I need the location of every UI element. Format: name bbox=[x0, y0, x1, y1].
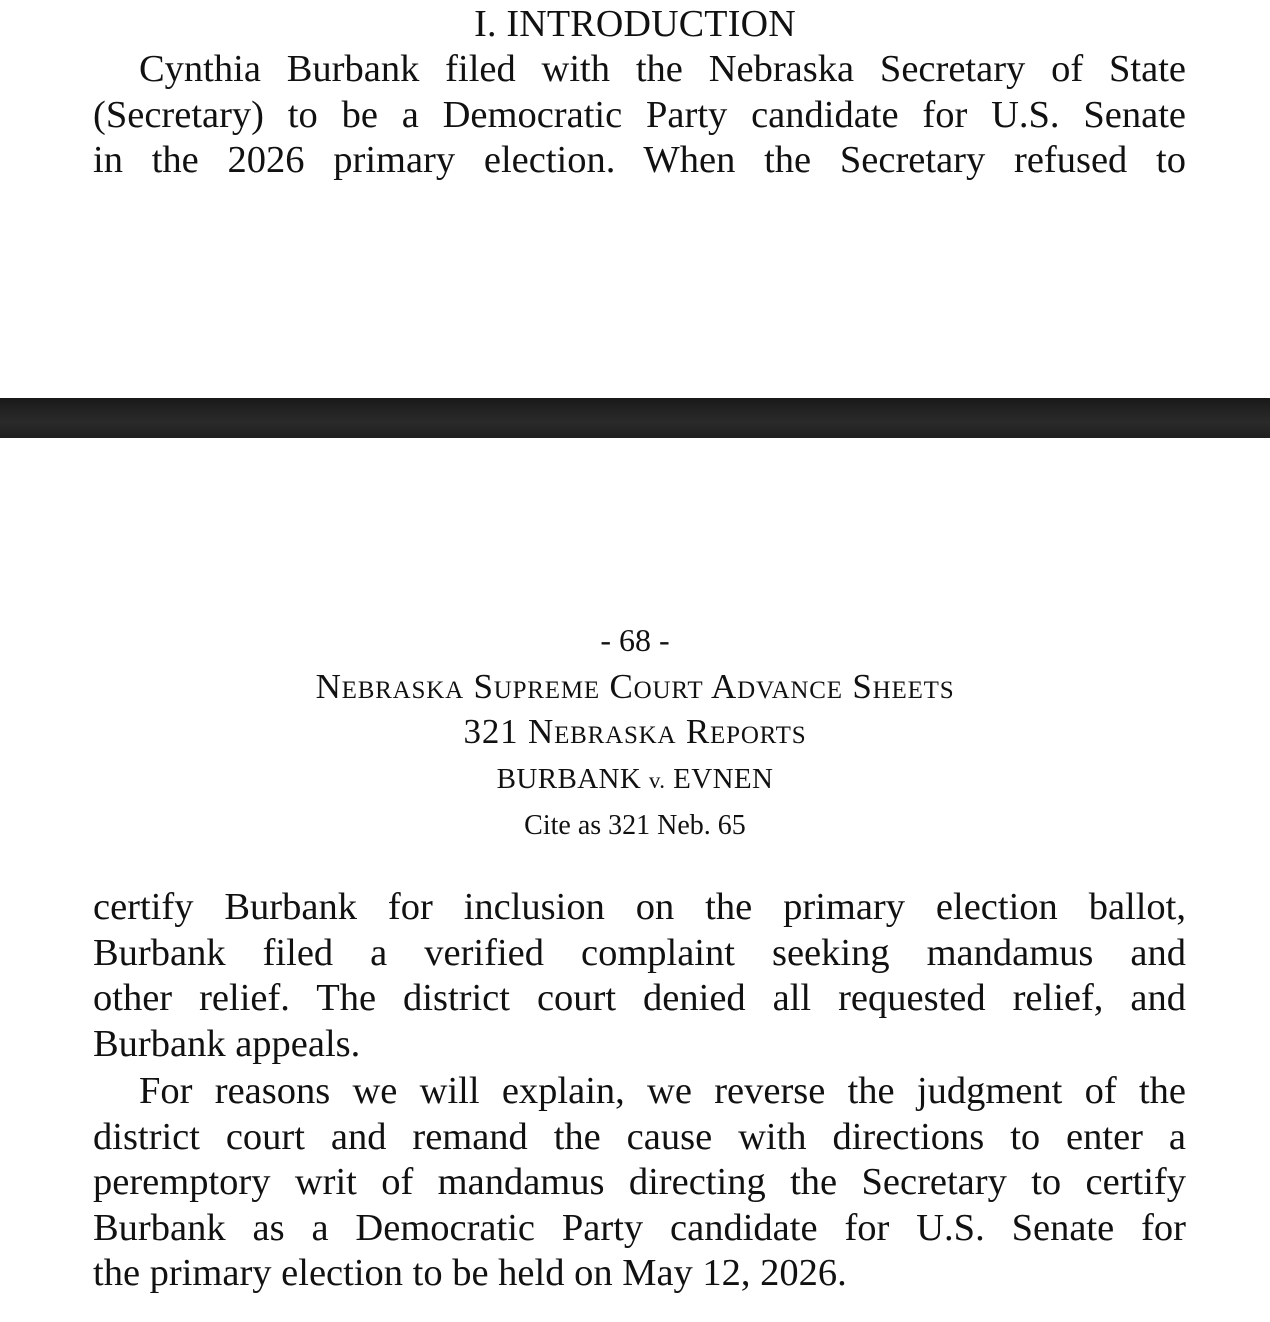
text-line: Burbank appeals. bbox=[93, 1022, 361, 1065]
text-line: other relief. The district court denied all requested relief, and bbox=[93, 977, 1186, 1019]
introduction-paragraph-continued bbox=[93, 885, 1186, 1067]
text-line: Cynthia Burbank filed with the Nebraska Secretary of State bbox=[139, 48, 1186, 90]
case-plaintiff: BURBANK bbox=[496, 763, 642, 795]
text-line: in the 2026 primary election. When the Secretary refused to bbox=[93, 139, 1186, 181]
section-heading: I. INTRODUCTION bbox=[474, 3, 796, 45]
case-citation: Cite as 321 Neb. 65 bbox=[524, 810, 746, 841]
text-line: (Secretary) to be a Democratic Party candidate for U.S. Senate bbox=[93, 93, 1186, 136]
reports-volume-title: 321 Nebraska Reports bbox=[463, 712, 807, 751]
text-line: district court and remand the cause with directions to enter a bbox=[93, 1115, 1186, 1158]
page-break-divider bbox=[0, 398, 1270, 438]
text-line: Burbank as a Democratic Party candidate for U.S. Senate for bbox=[93, 1206, 1186, 1249]
publication-title: Nebraska Supreme Court Advance Sheets bbox=[315, 667, 955, 706]
holding-paragraph bbox=[93, 1069, 1186, 1297]
previous-page-fragment bbox=[0, 0, 1270, 398]
page-number: - 68 - bbox=[600, 622, 670, 658]
text-line: certify Burbank for inclusion on the primary election ballot, bbox=[93, 886, 1186, 928]
text-line: Burbank filed a verified complaint seeking mandamus and bbox=[93, 931, 1186, 974]
text-line: peremptory writ of mandamus directing the Secretary to certify bbox=[93, 1161, 1186, 1203]
text-line: For reasons we will explain, we reverse the judgment of the bbox=[139, 1070, 1186, 1112]
case-defendant: EVNEN bbox=[673, 763, 774, 795]
text-line: the primary election to be held on May 12, 2026. bbox=[93, 1252, 847, 1294]
case-versus: v. bbox=[648, 768, 666, 793]
case-caption bbox=[0, 759, 1270, 801]
introduction-paragraph-start bbox=[93, 47, 1186, 184]
